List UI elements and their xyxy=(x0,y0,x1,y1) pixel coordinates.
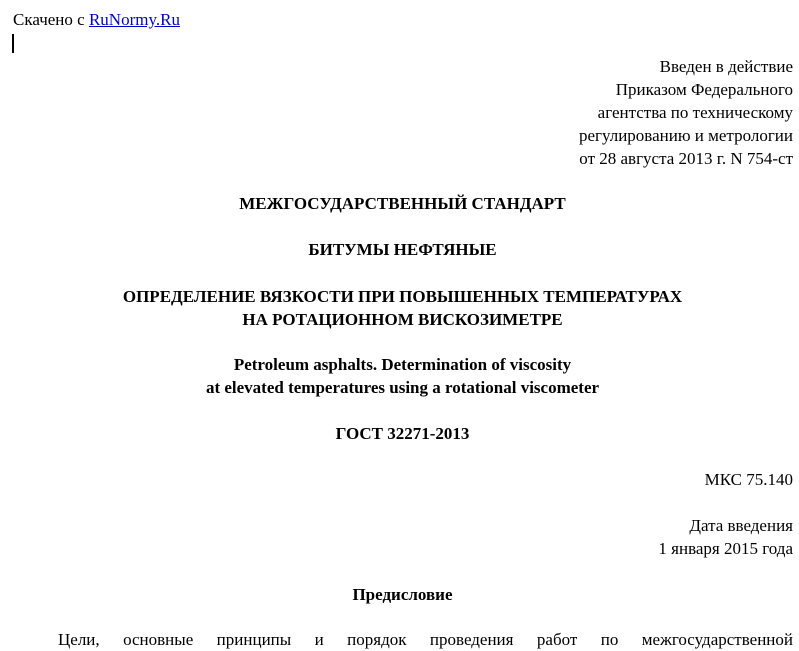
english-title xyxy=(0,353,799,399)
source-line xyxy=(13,8,180,31)
foreword-heading xyxy=(0,583,799,606)
source-prefix: Скачено с xyxy=(13,10,89,29)
introduced-line: Введен в действие xyxy=(659,57,793,76)
foreword-title: Предисловие xyxy=(352,585,453,604)
introduced-line: от 28 августа 2013 г. N 754-ст xyxy=(579,149,793,168)
introduced-line: агентства по техническому xyxy=(597,103,793,122)
standard-category-text: МЕЖГОСУДАРСТВЕННЫЙ СТАНДАРТ xyxy=(239,194,566,213)
standard-title xyxy=(0,285,799,331)
mks-code: МКС 75.140 xyxy=(704,470,793,489)
foreword-paragraph: Цели, основные принципы и порядок проведения работ по межгосударственной xyxy=(58,630,793,649)
standard-designation xyxy=(0,422,799,445)
effective-date-value: 1 января 2015 года xyxy=(658,539,793,558)
english-title-line: at elevated temperatures using a rotational viscometer xyxy=(205,378,600,397)
introduced-block xyxy=(579,55,793,170)
source-link[interactable]: RuNormy.Ru xyxy=(88,10,180,29)
standard-title-line: НА РОТАЦИОННОМ ВИСКОЗИМЕТРЕ xyxy=(242,310,563,329)
text-cursor xyxy=(12,34,14,53)
english-title-line: Petroleum asphalts. Determination of viscosity xyxy=(233,355,572,374)
introduced-line: регулированию и метрологии xyxy=(578,126,793,145)
introduced-line: Приказом Федерального xyxy=(615,80,793,99)
standard-designation-text: ГОСТ 32271-2013 xyxy=(335,424,470,443)
classification-code xyxy=(705,468,793,491)
standard-subject xyxy=(0,238,799,261)
effective-date-block xyxy=(658,514,793,560)
standard-category xyxy=(0,192,799,215)
standard-title-line: ОПРЕДЕЛЕНИЕ ВЯЗКОСТИ ПРИ ПОВЫШЕННЫХ ТЕМПЕРАТУРАХ xyxy=(122,287,683,306)
effective-date-label: Дата введения xyxy=(689,516,793,535)
standard-subject-text: БИТУМЫ НЕФТЯНЫЕ xyxy=(308,240,497,259)
